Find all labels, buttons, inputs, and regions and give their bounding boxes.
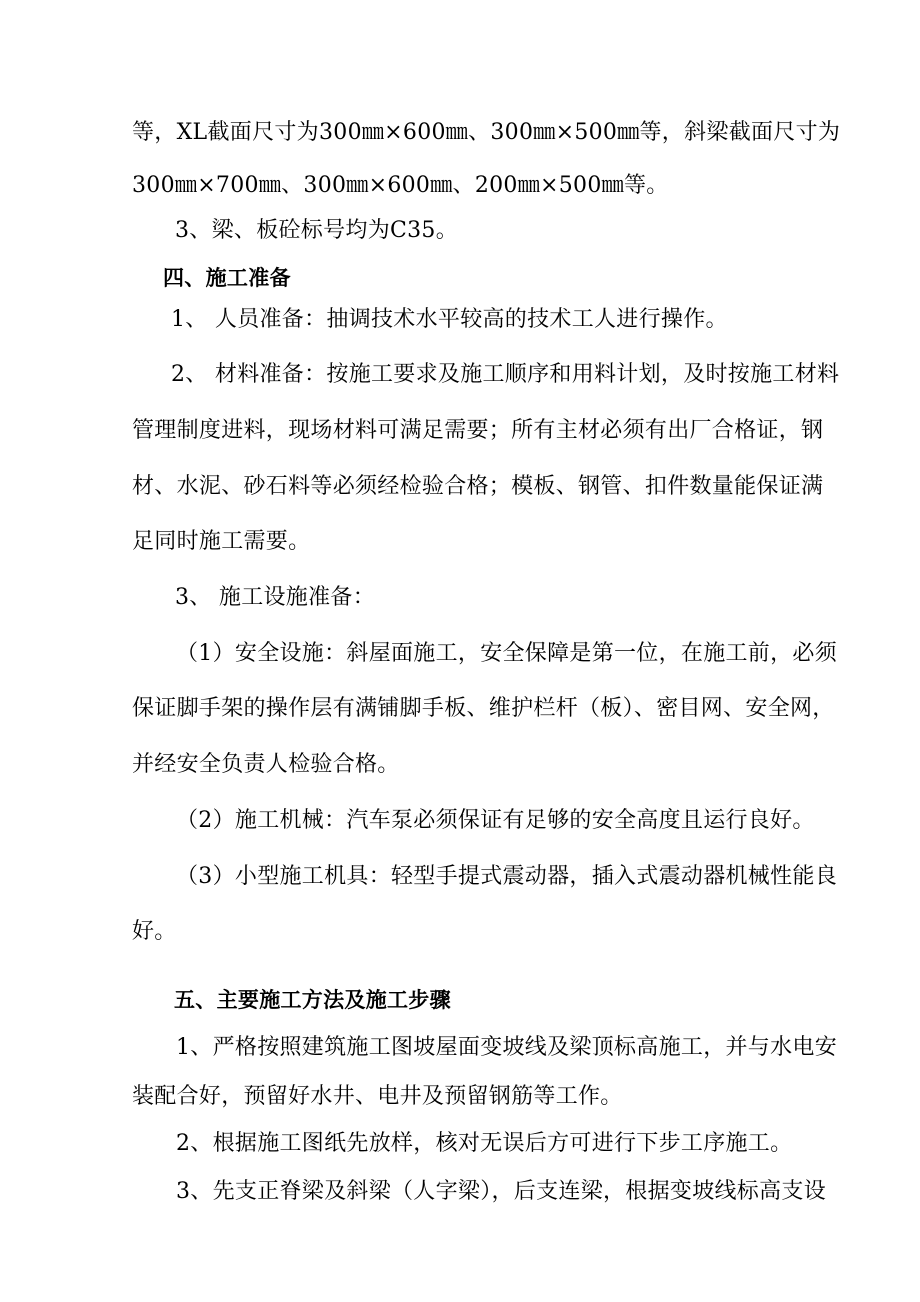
paragraph-line: 并经安全负责人检验合格。: [132, 752, 400, 777]
paragraph-line: 1、 人员准备：抽调技术水平较高的技术工人进行操作。: [171, 307, 728, 332]
paragraph-line: （3）小型施工机具：轻型手提式震动器，插入式震动器机械性能良: [176, 864, 837, 889]
paragraph-line: 3、梁、板砼标号均为C35。: [175, 218, 459, 243]
paragraph-line: 2、 材料准备：按施工要求及施工顺序和用料计划，及时按施工材料: [171, 362, 840, 387]
paragraph-line: 装配合好，预留好水井、电井及预留钢筋等工作。: [132, 1084, 623, 1109]
paragraph-line: 材、水泥、砂石料等必须经检验合格；模板、钢管、扣件数量能保证满: [132, 474, 824, 499]
paragraph-line: 保证脚手架的操作层有满铺脚手板、维护栏杆（板）、密目网、安全网，: [132, 696, 835, 721]
paragraph-line: 300㎜×700㎜、300㎜×600㎜、200㎜×500㎜等。: [132, 173, 669, 198]
paragraph-line: 好。: [132, 919, 177, 944]
paragraph-line: 2、根据施工图纸先放样，核对无误后方可进行下步工序施工。: [176, 1131, 793, 1156]
section-heading: 四、施工准备: [163, 266, 291, 290]
section-heading: 五、主要施工方法及施工步骤: [174, 988, 451, 1012]
paragraph-line: 管理制度进料，现场材料可满足需要；所有主材必须有出厂合格证，钢: [132, 418, 824, 443]
paragraph-line: 足同时施工需要。: [132, 529, 311, 554]
paragraph-line: 3、先支正脊梁及斜梁（人字梁），后支连梁，根据变坡线标高支设: [176, 1179, 826, 1204]
paragraph-line: 3、 施工设施准备：: [175, 585, 375, 610]
paragraph-line: 1、严格按照建筑施工图坡屋面变坡线及梁顶标高施工，并与水电安: [176, 1035, 837, 1060]
paragraph-line: （1）安全设施：斜屋面施工，安全保障是第一位，在施工前，必须: [176, 641, 837, 666]
paragraph-line: 等，XL截面尺寸为300㎜×600㎜、300㎜×500㎜等，斜梁截面尺寸为: [132, 120, 841, 145]
paragraph-line: （2）施工机械：汽车泵必须保证有足够的安全高度且运行良好。: [176, 808, 815, 833]
